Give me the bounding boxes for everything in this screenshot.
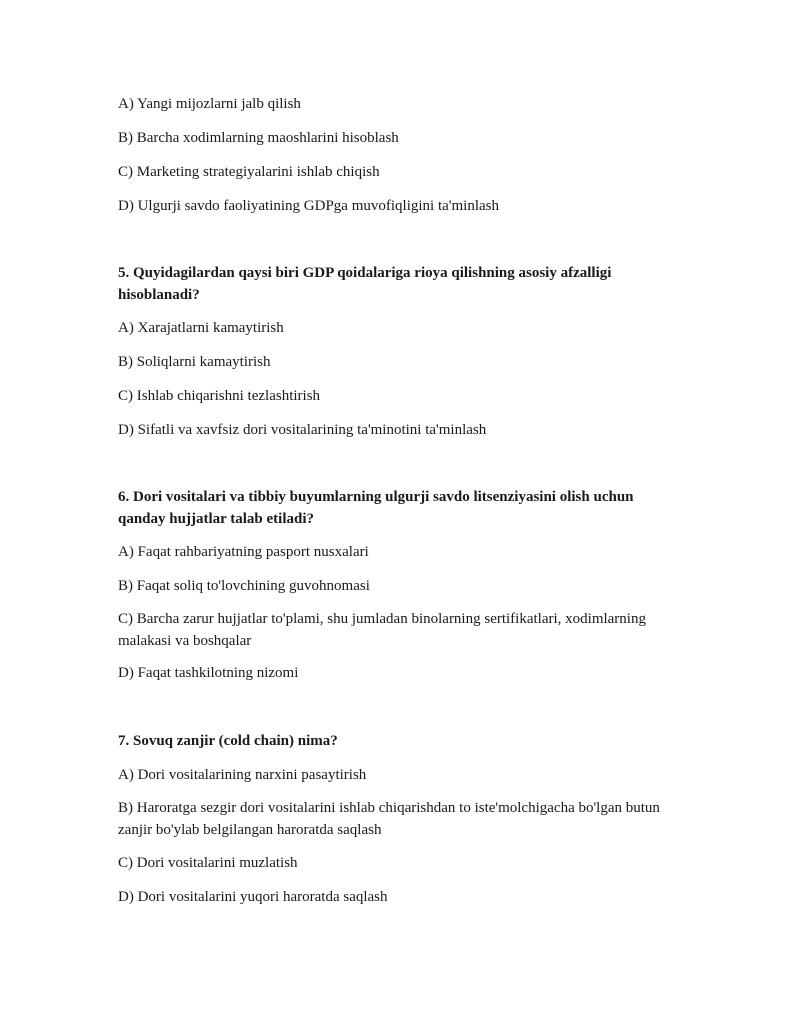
q4-option-d: D) Ulgurji savdo faoliyatining GDPga muvofiqligini ta'minlash xyxy=(118,198,499,214)
q7-option-b: B) Haroratga sezgir dori vositalarini ishlab chiqarishdan to iste'molchigacha bo'lgan butun zanjir bo'ylab belgilangan haroratda saqlash xyxy=(118,800,660,838)
q4-option-a: A) Yangi mijozlarni jalb qilish xyxy=(118,96,301,112)
q6-option-a: A) Faqat rahbariyatning pasport nusxalari xyxy=(118,544,369,560)
question-5: 5. Quyidagilardan qaysi biri GDP qoidalariga rioya qilishning asosiy afzalligi hisoblanadi? xyxy=(118,265,612,303)
q6-option-d: D) Faqat tashkilotning nizomi xyxy=(118,665,299,681)
q4-option-c: C) Marketing strategiyalarini ishlab chiqish xyxy=(118,164,380,180)
question-7: 7. Sovuq zanjir (cold chain) nima? xyxy=(118,733,338,749)
q7-option-a: A) Dori vositalarining narxini pasaytirish xyxy=(118,767,367,783)
q5-option-c: C) Ishlab chiqarishni tezlashtirish xyxy=(118,388,321,404)
q4-option-b: B) Barcha xodimlarning maoshlarini hisoblash xyxy=(118,130,399,146)
q5-option-b: B) Soliqlarni kamaytirish xyxy=(118,354,271,370)
q6-option-b: B) Faqat soliq to'lovchining guvohnomasi xyxy=(118,578,370,594)
q7-option-d: D) Dori vositalarini yuqori haroratda saqlash xyxy=(118,889,388,905)
q7-option-c: C) Dori vositalarini muzlatish xyxy=(118,855,298,871)
q6-option-c: C) Barcha zarur hujjatlar to'plami, shu jumladan binolarning sertifikatlari, xodimlarning malakasi va boshqalar xyxy=(118,611,646,649)
q5-option-a: A) Xarajatlarni kamaytirish xyxy=(118,320,284,336)
q5-option-d: D) Sifatli va xavfsiz dori vositalarining ta'minotini ta'minlash xyxy=(118,422,487,438)
question-6: 6. Dori vositalari va tibbiy buyumlarning ulgurji savdo litsenziyasini olish uchun qanday hujjatlar talab etiladi? xyxy=(118,489,634,527)
